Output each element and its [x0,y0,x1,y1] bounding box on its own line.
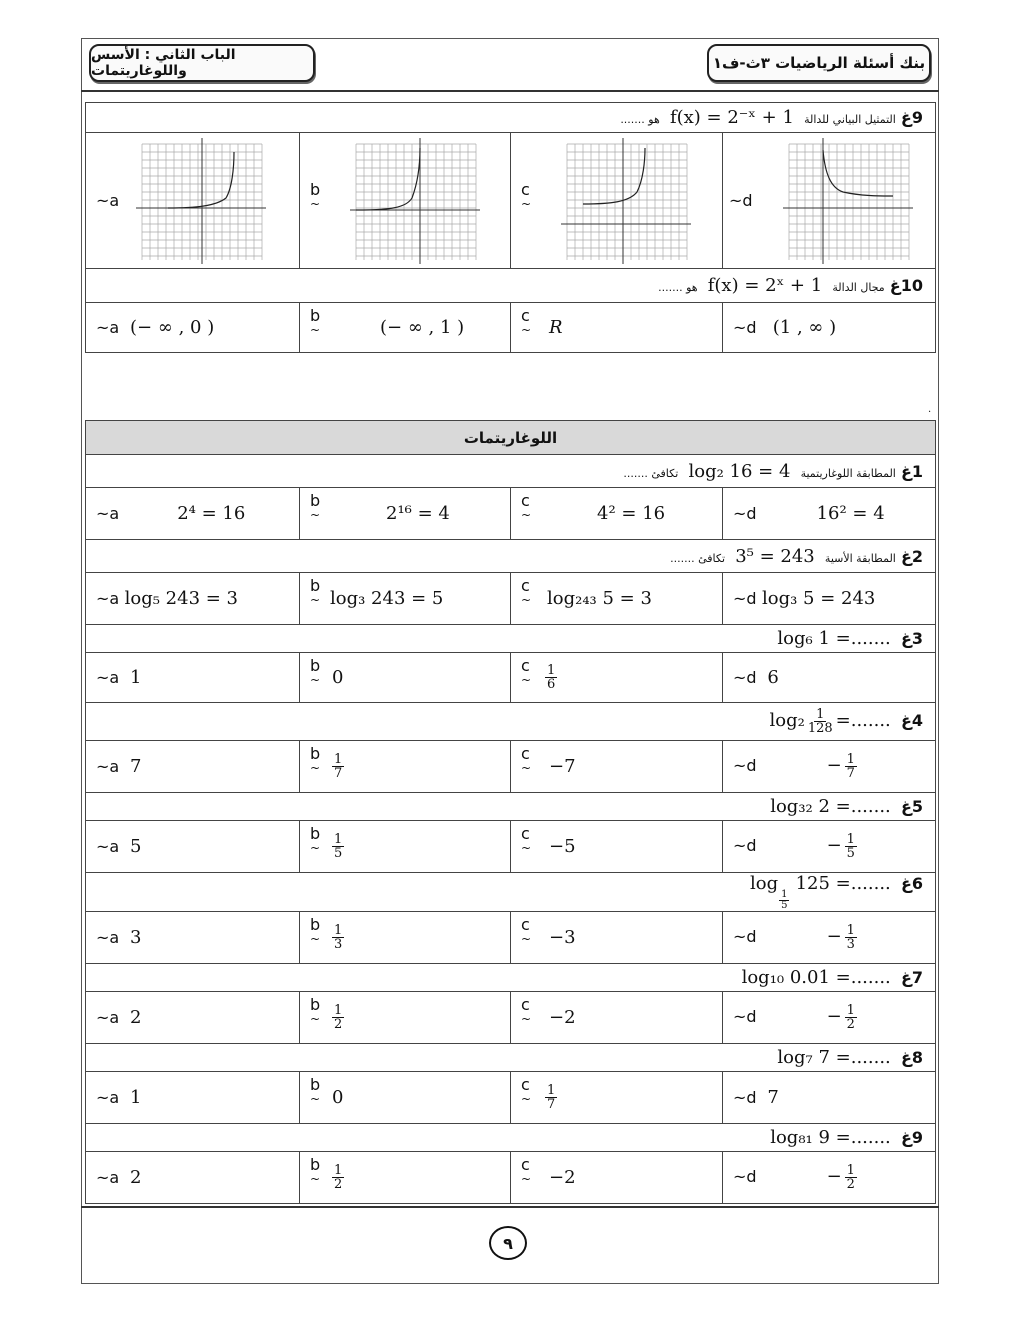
question-number: 5غ [900,797,924,816]
question-text: التمثيل البياني للدالة [804,113,896,126]
option-b-cell[interactable] [300,1152,511,1204]
option-a-cell[interactable] [86,1152,300,1204]
option-d-label: ~d [733,756,757,775]
page-header [81,38,939,92]
option-d-cell[interactable]: ~d − $\frac{1}{5}$ [723,821,936,873]
option-b-cell[interactable] [300,133,511,269]
option-a-value: 1 [130,1087,142,1108]
option-b-cell[interactable] [300,488,511,540]
question-number: 6غ [900,874,924,893]
option-d-fraction: $\frac{1}{2}$ [846,1163,855,1192]
section-header [86,421,936,455]
option-d-fraction: $\frac{1}{7}$ [846,752,855,781]
option-d-label: ~d [733,504,757,523]
option-c-value: 4² = 16 [597,503,666,524]
option-c-label: c ~ [521,656,532,687]
option-b-cell[interactable] [300,653,511,703]
option-c-label: c ~ [521,576,532,607]
question-row-log-7 [86,964,936,992]
option-d-value: log₃ 5 = 243 [761,588,876,609]
option-c-cell[interactable] [511,1072,723,1124]
option-a-cell[interactable] [86,912,300,964]
option-d-cell[interactable] [723,488,936,540]
option-d-label: ~d [733,589,757,608]
option-b-label: b ~ [310,1075,321,1106]
option-b-label: b ~ [310,656,321,687]
question-row-log-9 [86,1124,936,1152]
option-a-label: ~a [96,504,120,523]
option-a-value: 2 [130,1007,142,1028]
option-c-label: c ~ [521,995,532,1026]
option-c-cell[interactable] [511,573,723,625]
option-c-label: c ~ [521,306,532,337]
option-b-cell[interactable] [300,912,511,964]
option-d-fraction: $\frac{1}{2}$ [846,1003,855,1032]
option-d-label: ~d [733,927,757,946]
question-row-log-2 [86,540,936,573]
option-d-value: 16² = 4 [816,503,885,524]
option-a-cell[interactable] [86,653,300,703]
option-b-label: b ~ [310,995,321,1026]
curve [823,150,893,196]
option-a-label: ~a [96,757,120,776]
question-tail: تكافئ ....... [623,466,679,480]
option-a-cell[interactable] [86,133,300,269]
options-row-graphs [86,133,936,269]
options-row-log-6 [86,912,936,964]
option-c-label: c ~ [521,180,532,211]
option-d-cell[interactable] [723,1072,936,1124]
option-a-cell[interactable] [86,992,300,1044]
option-d-cell[interactable] [723,653,936,703]
option-b-label: b ~ [310,744,321,775]
option-b-label: b ~ [310,1155,321,1186]
curve [168,152,234,208]
bank-title-box [707,44,931,82]
grid-lines [789,144,909,260]
option-a-label: ~a [96,1008,120,1027]
option-c-fraction: $\frac{1}{7}$ [547,1083,556,1112]
option-c-value: log₂₄₃ 5 = 3 [547,588,652,609]
question-row-log-8 [86,1044,936,1072]
question-number: 1غ [900,461,924,481]
question-expression: log $\frac{1}{5}$ 125 =....... [749,873,891,911]
question-number: 4غ [900,711,924,730]
option-c-label: c ~ [521,1155,532,1186]
options-row-log-8 [86,1072,936,1124]
option-a-label: ~a [96,837,120,856]
option-c-cell[interactable] [511,1152,723,1204]
option-b-label: b ~ [310,576,321,607]
option-a-cell[interactable] [86,1072,300,1124]
question-row-log-1 [86,455,936,488]
options-row-log-9 [86,1152,936,1204]
option-d-cell[interactable] [723,133,936,269]
option-c-value: −2 [549,1007,576,1028]
axes [136,138,266,264]
option-a-cell[interactable] [86,573,300,625]
question-tail: تكافئ ....... [670,551,726,565]
option-d-cell[interactable]: ~d − $\frac{1}{7}$ [723,741,936,793]
option-a-cell[interactable] [86,303,300,353]
graph-option-d [783,138,913,264]
question-number: 10غ [889,276,923,295]
option-d-value: 6 [767,667,779,688]
option-a-label: ~a [96,589,120,608]
option-b-label: b ~ [310,824,321,855]
options-row-log-1 [86,488,936,540]
option-d-cell[interactable] [723,303,936,353]
option-c-label: c ~ [521,491,532,522]
question-number: 2غ [900,546,924,566]
option-b-cell[interactable] [300,992,511,1044]
graph-option-b [350,138,480,264]
options-row-log-2 [86,573,936,625]
option-b-cell[interactable] [300,821,511,873]
option-b-value: (− ∞ , 1 ) [380,317,465,338]
option-d-label: ~d [733,1167,757,1186]
question-number: 9غ [900,108,923,127]
option-a-value: 3 [130,927,142,948]
option-a-label: ~a [96,1168,120,1187]
question-expression: log₃₂ 2 =....... [770,796,891,817]
option-b-value: 0 [332,667,344,688]
grid-lines [356,144,476,260]
question-expression: log₂ 16 = 4 [688,460,791,482]
option-d-label: ~d [733,1088,757,1107]
option-d-cell[interactable]: ~d − $\frac{1}{2}$ [723,1152,936,1204]
option-c-cell[interactable] [511,821,723,873]
question-expression: log₆ 1 =....... [777,628,891,649]
options-row-log-3 [86,653,936,703]
option-a-cell[interactable] [86,741,300,793]
option-b-fraction: $\frac{1}{3}$ [334,923,343,952]
option-d-fraction: $\frac{1}{3}$ [846,923,855,952]
axes [561,138,691,264]
option-d-value: (1 , ∞ ) [772,317,837,338]
option-c-cell[interactable] [511,912,723,964]
stray-mark: . [928,404,932,415]
log-questions-table [85,420,936,1204]
graph-option-a [136,138,266,264]
question-expression: log₁₀ 0.01 =....... [741,967,891,988]
option-b-fraction: $\frac{1}{2}$ [334,1163,343,1192]
option-a-cell[interactable] [86,488,300,540]
option-c-value: R [549,317,563,338]
question-expression: log₂ $\frac{1}{128}$ =....... [769,707,891,736]
option-b-fraction: $\frac{1}{5}$ [334,832,343,861]
option-d-label: ~d [733,1007,757,1026]
option-c-label: c ~ [521,915,532,946]
option-d-fraction: $\frac{1}{5}$ [846,832,855,861]
option-c-cell[interactable] [511,653,723,703]
option-d-cell[interactable] [723,573,936,625]
question-expression: 3⁵ = 243 [735,545,815,567]
option-c-cell[interactable] [511,992,723,1044]
option-a-value: 5 [130,836,142,857]
option-a-label: ~a [96,668,120,687]
question-tail: هو ....... [658,281,698,294]
footer-divider [81,1206,939,1208]
option-c-cell[interactable] [511,133,723,269]
question-row-exp-10 [86,269,936,303]
option-d-label: ~d [733,318,757,337]
axes [350,138,480,264]
question-expression: f(x) = 2ˣ + 1 [707,275,823,296]
question-row-log-3 [86,625,936,653]
question-row-log-4 [86,703,936,741]
option-b-label: b ~ [310,915,321,946]
chapter-title-box [89,44,315,82]
grid-lines [567,144,687,260]
option-d-label: ~d [729,191,753,210]
bank-title: بنك أسئلة الرياضيات ٣ث-ف١ [712,54,926,72]
option-c-label: c ~ [521,824,532,855]
option-c-value: −3 [549,927,576,948]
exp-questions-table [85,102,936,353]
option-a-value: 7 [130,756,142,777]
option-b-cell[interactable] [300,303,511,353]
chapter-title: الباب الثاني : الأسس واللوغاريتمات [91,47,236,79]
question-number: 7غ [900,968,924,987]
question-expression: f(x) = 2⁻ˣ + 1 [669,107,794,128]
option-a-value: 1 [130,667,142,688]
option-d-cell[interactable]: ~d − $\frac{1}{3}$ [723,912,936,964]
section-title: اللوغاريتمات [86,421,936,455]
options-row-log-5 [86,821,936,873]
options-row-log-7 [86,992,936,1044]
option-b-label: b ~ [310,491,321,522]
question-number: 3غ [900,629,924,648]
option-c-value: −7 [549,756,576,777]
option-a-value: (− ∞ , 0 ) [130,317,215,338]
graph-option-c [561,138,691,264]
question-tail: هو ....... [620,113,660,126]
question-text: المطابقة اللوغاريتمية [800,466,896,480]
option-b-label: b ~ [310,180,321,211]
question-expression: log₈₁ 9 =....... [770,1127,891,1148]
question-row-log-5 [86,793,936,821]
option-c-fraction: $\frac{1}{6}$ [547,663,556,692]
question-expression: log₇ 7 =....... [777,1047,891,1068]
option-a-label: ~a [96,191,120,210]
axes [783,138,913,264]
option-b-cell[interactable] [300,741,511,793]
option-b-cell[interactable] [300,573,511,625]
option-c-cell[interactable] [511,741,723,793]
question-text: مجال الدالة [832,281,885,294]
option-c-cell[interactable] [511,488,723,540]
option-c-value: −5 [549,836,576,857]
option-c-label: c ~ [521,744,532,775]
page-number: ٩ [489,1226,527,1260]
question-text: المطابقة الأسية [824,551,896,565]
option-d-value: 7 [767,1087,779,1108]
option-c-cell[interactable] [511,303,723,353]
option-b-value: 2¹⁶ = 4 [386,503,450,524]
option-b-value: log₃ 243 = 5 [330,588,444,609]
option-b-fraction: $\frac{1}{7}$ [334,752,343,781]
option-a-value: log₅ 243 = 3 [124,588,239,609]
option-d-label: ~d [733,836,757,855]
option-d-label: ~d [733,668,757,687]
option-b-label: b ~ [310,306,321,337]
option-a-value: 2⁴ = 16 [177,503,246,524]
option-b-fraction: $\frac{1}{2}$ [334,1003,343,1032]
option-d-cell[interactable]: ~d − $\frac{1}{2}$ [723,992,936,1044]
option-c-label: c ~ [521,1075,532,1106]
option-a-label: ~a [96,928,120,947]
option-a-cell[interactable] [86,821,300,873]
option-a-label: ~a [96,1088,120,1107]
question-row-log-6 [86,873,936,912]
question-number: 8غ [900,1048,924,1067]
options-row-log-4 [86,741,936,793]
question-number: 9غ [900,1128,924,1147]
options-row-exp-10 [86,303,936,353]
option-b-cell[interactable] [300,1072,511,1124]
option-a-value: 2 [130,1167,142,1188]
option-a-label: ~a [96,318,120,337]
option-c-value: −2 [549,1167,576,1188]
question-row-exp-9 [86,103,936,133]
option-b-value: 0 [332,1087,344,1108]
